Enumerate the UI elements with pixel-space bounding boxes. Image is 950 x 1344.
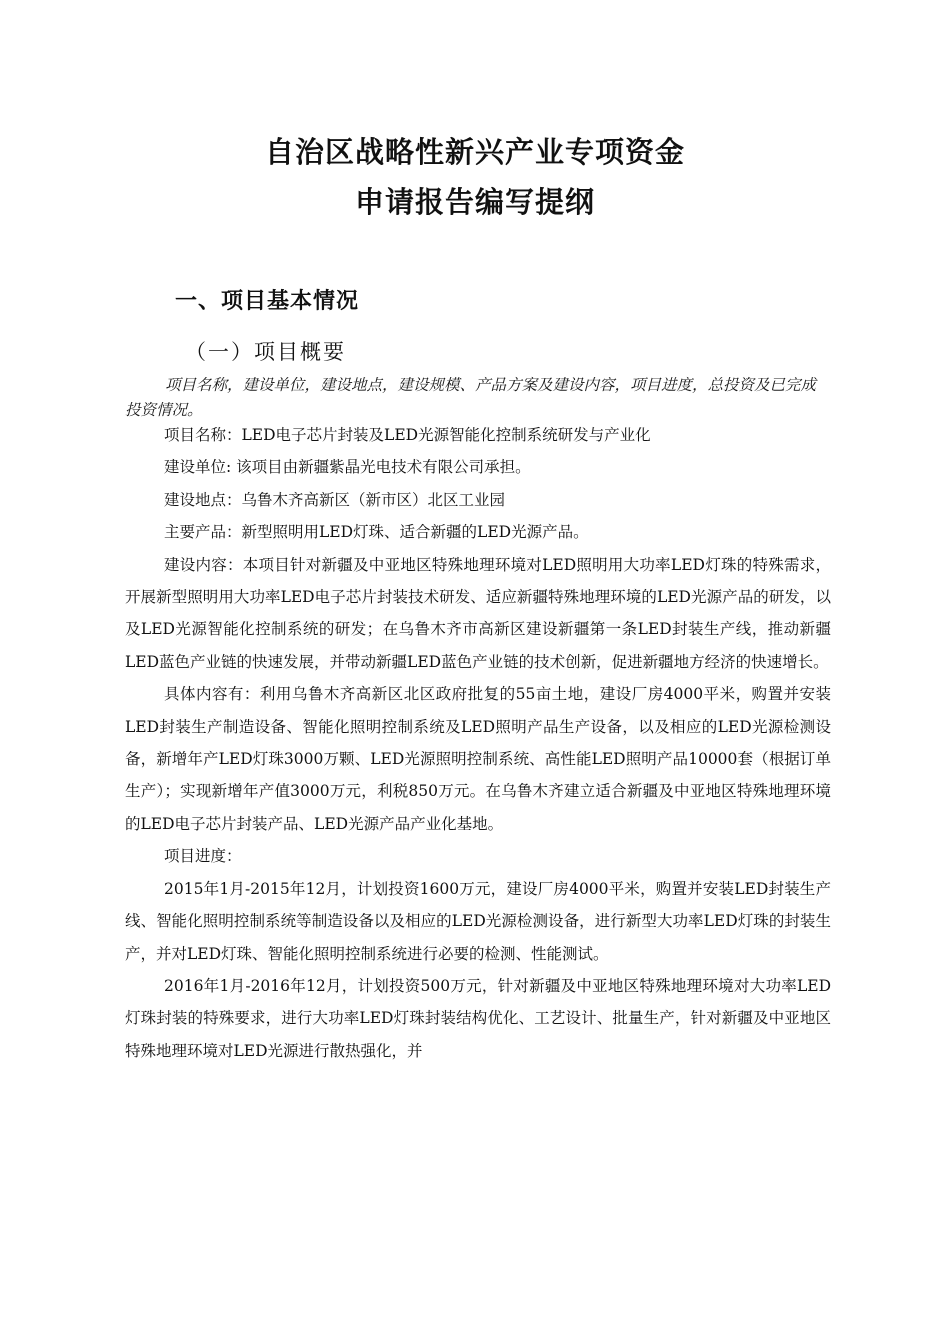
paragraph-project-name: 项目名称：LED电子芯片封装及LED光源智能化控制系统研发与产业化 [164, 426, 651, 444]
document-title-line-1: 自治区战略性新兴产业专项资金 [264, 135, 685, 169]
paragraph-construction-content: 建设内容：本项目针对新疆及中亚地区特殊地理环境对LED照明用大功率LED灯珠的特殊需求，开展新型照明用大功率LED电子芯片封装技术研发、适应新疆特殊地理环境的LED光源产品的研发，以及LED光源智能化控制系统的研发；在乌鲁木齐市高新区建设新疆第一条LED封装生产线，推动新疆LED蓝色产业链的快速发展，并带动新疆LED蓝色产业链的技术创新，促进新疆地方经济的快速增长。 [125, 555, 831, 671]
paragraph-progress-2016: 2016年1月-2016年12月，计划投资500万元，针对新疆及中亚地区特殊地理环境对大功率LED灯珠封装的特殊要求，进行大功率LED灯珠封装结构优化、工艺设计、批量生产，针对新疆及中亚地区特殊地理环境对LED光源进行散热强化，并 [125, 976, 831, 1060]
document-body [125, 419, 831, 1067]
subsection-heading-project-summary: （一）项目概要 [185, 340, 346, 364]
paragraph-construction-unit: 建设单位: 该项目由新疆紫晶光电技术有限公司承担。 [164, 458, 531, 477]
section-heading-basic-info: 一、项目基本情况 [175, 289, 360, 314]
paragraph-construction-location: 建设地点：乌鲁木齐高新区（新市区）北区工业园 [164, 490, 506, 509]
paragraph-specific-content: 具体内容有：利用乌鲁木齐高新区北区政府批复的55亩土地，建设厂房4000平米，购置并安装LED封装生产制造设备、智能化照明控制系统及LED照明产品生产设备，以及相应的LED光源检测设备，新增年产LED灯珠3000万颗、LED光源照明控制系统、高性能LED照明产品10000套（根据订单生产）；实现新增年产值3000万元，利税850万元。在乌鲁木齐建立适合新疆及中亚地区特殊地理环境的LED电子芯片封装产品、LED光源产品产业化基地。 [125, 685, 831, 833]
paragraph-progress-2015: 2015年1月-2015年12月，计划投资1600万元，建设厂房4000平米，购置并安装LED封装生产线、智能化照明控制系统等制造设备以及相应的LED光源检测设备，进行新型大功率LED灯珠的封装生产，并对LED灯珠、智能化照明控制系统进行必要的检测、性能测试。 [125, 879, 831, 963]
paragraph-main-products: 主要产品：新型照明用LED灯珠、适合新疆的LED光源产品。 [164, 523, 589, 542]
paragraph-progress-label: 项目进度： [164, 847, 242, 866]
instruction-note: 项目名称，建设单位，建设地点，建设规模、产品方案及建设内容，项目进度，总投资及已完成投资情况。 [125, 376, 817, 419]
document-title-line-2: 申请报告编写提纲 [354, 185, 595, 219]
